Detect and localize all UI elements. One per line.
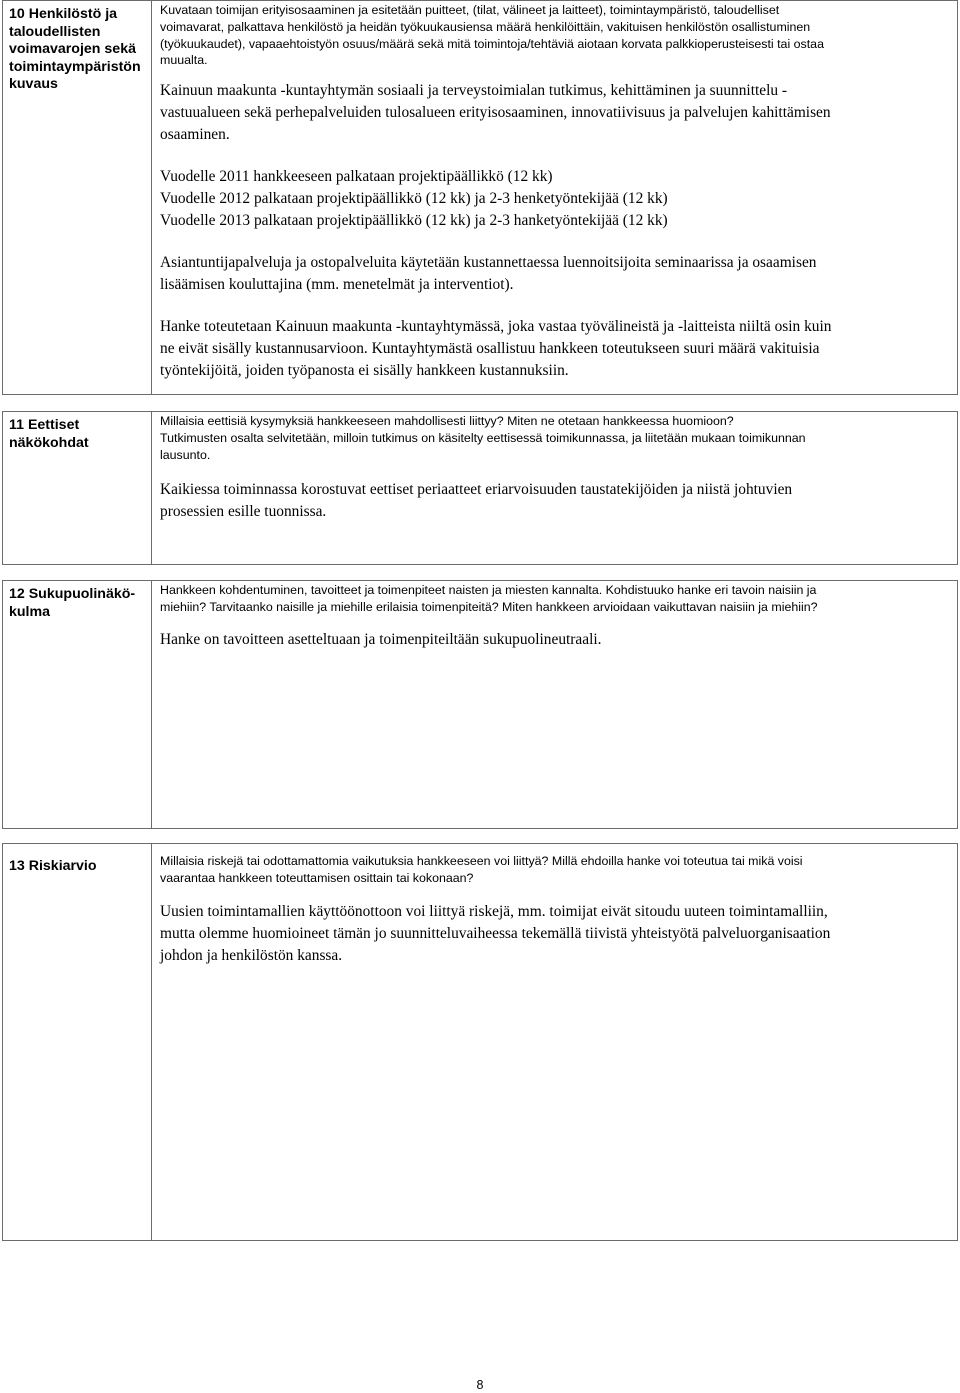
section-10-row (2, 0, 958, 395)
section-11-question (160, 413, 951, 463)
question-line: Kuvataan toimijan erityisosaaminen ja esitetään puitteet, (tilat, välineet ja laitteet), toimintaympäristö, taloudelliset (160, 3, 780, 17)
section-11-label (3, 412, 152, 564)
section-13-label (3, 844, 152, 1240)
label-line: 11 Eettiset (9, 417, 80, 433)
question-line: Hankkeen kohdentuminen, tavoitteet ja toimenpiteet naisten ja miesten kannalta. Kohdistuuko hanke eri tavoin naisiin ja (160, 583, 817, 597)
answer-line: vastuualueen sekä perhepalveluiden tulosalueen erityisosaaminen, innovatiivisuus ja palvelujen kahittämisen (160, 104, 831, 122)
section-11-row (2, 411, 958, 565)
answer-line: Kainuun maakunta -kuntayhtymän sosiaali ja terveystoimialan tutkimus, kehittäminen ja suunnittelu - (160, 82, 788, 100)
answer-line: ne eivät sisälly kustannusarvioon. Kuntayhtymästä osallistuu hankkeen toteutukseen suuri määrä vakituisia (160, 340, 820, 358)
question-line: lausunto. (160, 447, 211, 462)
label-line: näkökohdat (9, 434, 89, 451)
section-10-answer-paragraph (160, 166, 951, 232)
section-12-question (160, 582, 951, 616)
section-12-row (2, 580, 958, 829)
answer-line: Vuodelle 2013 palkataan projektipäällikkö (12 kk) ja 2-3 hanketyöntekijää (12 kk) (160, 212, 668, 230)
section-10-answer-paragraph (160, 316, 951, 382)
answer-line: johdon ja henkilöstön kanssa. (160, 946, 343, 964)
section-12-content (152, 581, 957, 828)
answer-line: Hanke on tavoitteen asetteltuaan ja toimenpiteiltään sukupuolineutraali. (160, 630, 602, 648)
answer-line: lisäämisen kouluttajina (mm. menetelmät ja interventiot). (160, 276, 514, 294)
section-10-label (3, 1, 152, 394)
question-line: muualta. (160, 53, 208, 68)
answer-line: Uusien toimintamallien käyttöönottoon voi liittyä riskejä, mm. toimijat eivät sitoudu uuteen toimintamalliin, (160, 902, 828, 920)
answer-line: Vuodelle 2011 hankkeeseen palkataan projektipäällikkö (12 kk) (160, 168, 553, 186)
question-line: vaarantaa hankkeen toteuttamisen osittain tai kokonaan? (160, 870, 474, 885)
section-11-content (152, 412, 957, 564)
label-line: 13 Riskiarvio (9, 858, 97, 874)
answer-line: Asiantuntijapalveluja ja ostopalveluita käytetään kustannettaessa luennoitsijoita seminaarissa ja osaamisen (160, 254, 817, 272)
section-13-question (160, 853, 951, 887)
label-line: kulma (9, 603, 51, 620)
label-line: taloudellisten (9, 23, 101, 40)
label-line: toimintaympäristön (9, 58, 141, 75)
section-11-answer-paragraph (160, 479, 951, 523)
section-12-label (3, 581, 152, 828)
answer-line: osaaminen. (160, 126, 230, 144)
section-12-answer-paragraph (160, 629, 951, 651)
section-10-question (160, 2, 951, 69)
answer-line: Vuodelle 2012 palkataan projektipäällikkö (12 kk) ja 2-3 henketyöntekijää (12 kk) (160, 190, 668, 208)
label-line: 12 Sukupuolinäkö- (9, 586, 136, 602)
section-13-answer-paragraph (160, 901, 951, 967)
label-line: voimavarojen sekä (9, 41, 136, 57)
section-10-answer-paragraph (160, 252, 951, 296)
label-line: kuvaus (9, 76, 58, 92)
question-line: Millaisia riskejä tai odottamattomia vaikutuksia hankkeeseen voi liittyä? Millä ehdoilla hanke voi toteutua tai mikä voisi (160, 854, 803, 868)
answer-line: työntekijöitä, joiden työpanosta ei sisälly hankkeen kustannuksiin. (160, 362, 569, 380)
section-13-row (2, 843, 958, 1241)
section-10-answer-paragraph (160, 80, 951, 146)
answer-line: prosessien esille tuonnissa. (160, 503, 327, 521)
question-line: Millaisia eettisiä kysymyksiä hankkeeseen mahdollisesti liittyy? Miten ne otetaan hankkeessa huomioon? (160, 414, 734, 428)
answer-line: mutta olemme huomioineet tämän jo suunnitteluvaiheessa tekemällä tiivistä yhteistyötä palveluorganisaation (160, 924, 831, 942)
page-number: 8 (476, 1378, 484, 1392)
question-line: (työkuukaudet), vapaaehtoistyön osuus/määrä sekä mitä toimintoja/tehtäviä aiotaan korvata palkkioperusteisesti tai ostaa (160, 36, 824, 51)
answer-line: Kaikiessa toiminnassa korostuvat eettiset periaatteet eriarvoisuuden taustatekijöiden ja niistä johtuvien (160, 481, 793, 499)
question-line: voimavarat, palkattava henkilöstö ja heidän työkuukausiensa määrä henkilöittäin, vakituisen henkilöstön osallistuminen (160, 19, 811, 34)
label-line: 10 Henkilöstö ja (9, 6, 118, 22)
section-13-content (152, 844, 957, 1240)
answer-line: Hanke toteutetaan Kainuun maakunta -kuntayhtymässä, joka vastaa työvälineistä ja -laitteista niiltä osin kuin (160, 318, 832, 336)
question-line: Tutkimusten osalta selvitetään, milloin tutkimus on käsitelty eettisessä toimikunnassa, ja liitetään mukaan toimikunnan (160, 430, 806, 445)
section-10-content (152, 1, 957, 394)
question-line: miehiin? Tarvitaanko naisille ja miehille erilaisia toimenpiteitä? Miten hankkeen arvioidaan vaikuttavan naisiin ja miehiin? (160, 599, 818, 614)
